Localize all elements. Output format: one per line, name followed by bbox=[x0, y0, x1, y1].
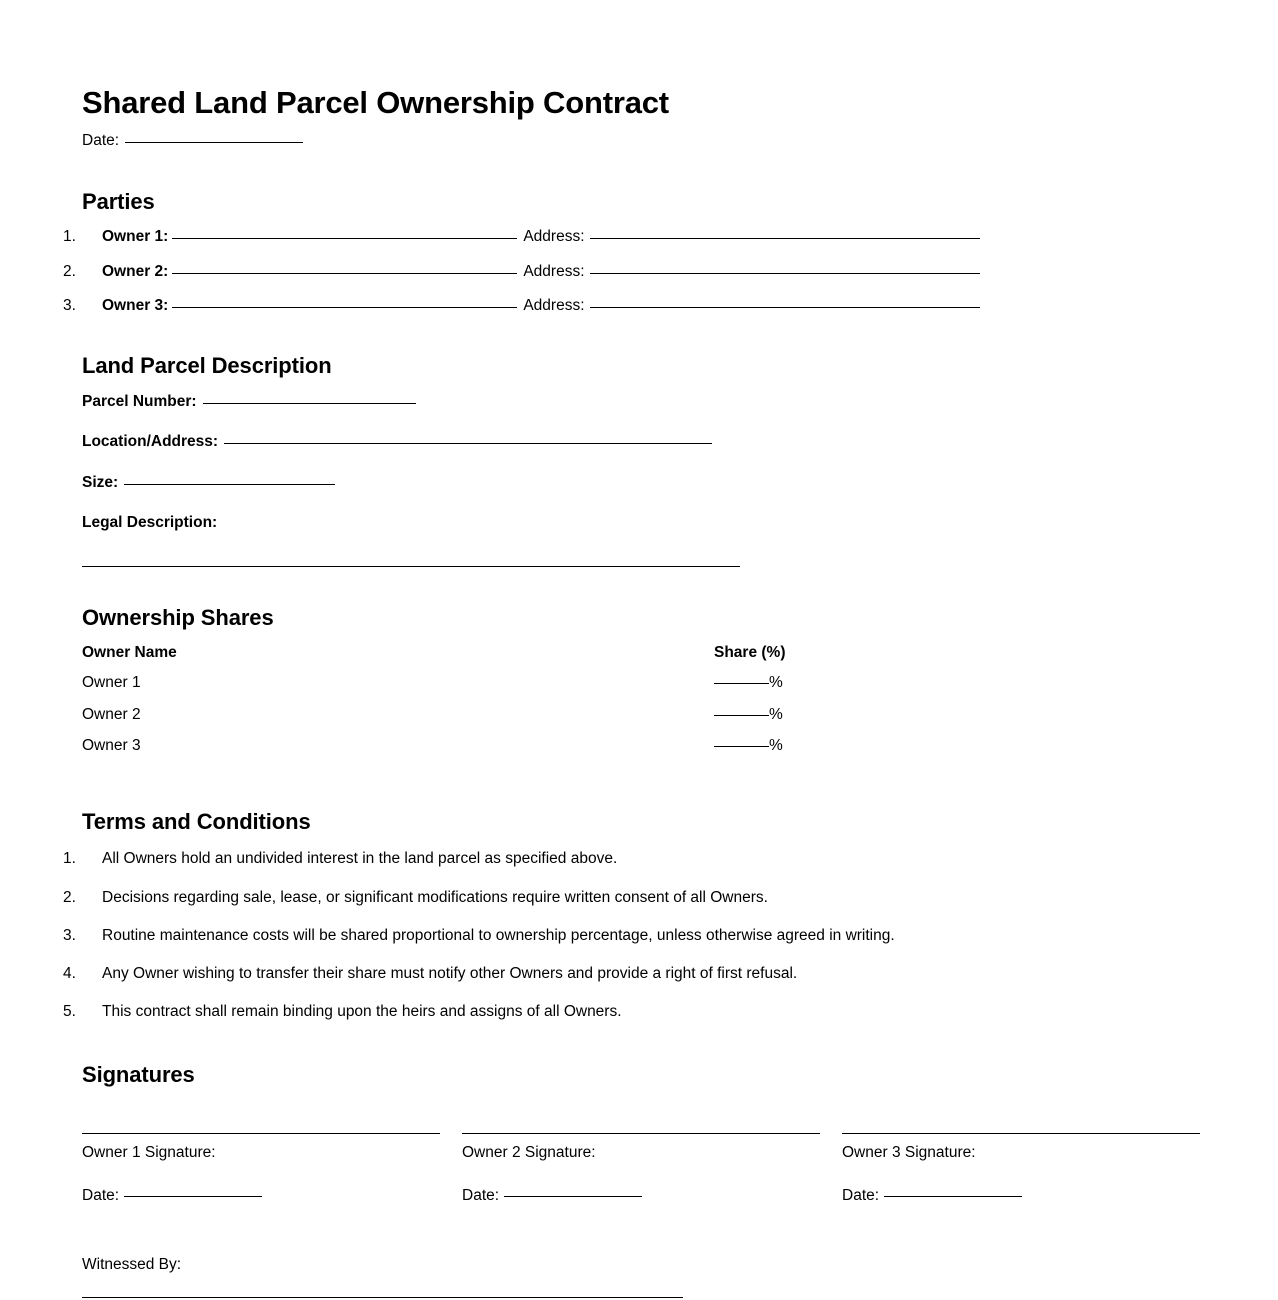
document-date-field bbox=[82, 131, 1200, 151]
shares-table-body bbox=[82, 674, 789, 769]
party-number: 3. bbox=[63, 297, 76, 314]
share-owner-name: Owner 1 bbox=[82, 674, 141, 692]
party-row bbox=[63, 227, 1200, 246]
term-text: This contract shall remain binding upon the heirs and assigns of all Owners. bbox=[102, 1002, 622, 1020]
signature-date-field bbox=[462, 1186, 820, 1205]
share-percent-symbol: % bbox=[769, 674, 783, 692]
page-title: Shared Land Parcel Ownership Contract bbox=[82, 85, 669, 120]
term-text: Decisions regarding sale, lease, or significant modifications require written consent of all Owners. bbox=[102, 888, 768, 906]
signature-label: Owner 2 Signature: bbox=[462, 1143, 596, 1161]
witness-signature-line[interactable] bbox=[82, 1297, 683, 1298]
ownership-shares-table bbox=[82, 644, 789, 769]
share-owner-name: Owner 2 bbox=[82, 705, 141, 723]
parties-list bbox=[63, 227, 1200, 315]
legal-description-blank[interactable] bbox=[82, 566, 740, 567]
land-parcel-heading: Land Parcel Description bbox=[82, 353, 332, 379]
signature-block-owner-3 bbox=[842, 1133, 1200, 1206]
terms-list bbox=[63, 849, 1200, 1022]
size-field bbox=[82, 473, 1200, 492]
share-blank[interactable] bbox=[714, 715, 769, 716]
document-date-blank[interactable] bbox=[125, 142, 303, 143]
size-blank[interactable] bbox=[124, 484, 335, 485]
term-text: All Owners hold an undivided interest in the land parcel as specified above. bbox=[102, 850, 618, 868]
party-owner-blank[interactable] bbox=[172, 273, 517, 274]
signature-line[interactable] bbox=[462, 1133, 820, 1134]
share-blank[interactable] bbox=[714, 746, 769, 747]
list-item bbox=[63, 1002, 1200, 1022]
share-value-cell bbox=[714, 737, 789, 769]
table-header-row bbox=[82, 644, 789, 675]
legal-description-field bbox=[82, 513, 1200, 532]
ownership-shares-heading: Ownership Shares bbox=[82, 605, 274, 631]
signature-block-owner-2 bbox=[462, 1133, 820, 1206]
share-value-cell bbox=[714, 674, 789, 706]
parcel-number-field bbox=[82, 392, 1200, 411]
party-number: 1. bbox=[63, 228, 76, 246]
party-address-blank[interactable] bbox=[590, 273, 980, 274]
legal-description-label: Legal Description: bbox=[82, 513, 218, 531]
term-text: Any Owner wishing to transfer their share must notify other Owners and provide a right of first refusal. bbox=[102, 964, 798, 982]
list-item bbox=[63, 926, 1200, 946]
witness-label: Witnessed By: bbox=[82, 1256, 182, 1274]
signature-label: Owner 1 Signature: bbox=[82, 1143, 216, 1161]
signature-date-label: Date: bbox=[462, 1186, 500, 1204]
term-number: 4. bbox=[63, 964, 76, 982]
terms-and-conditions-section bbox=[63, 809, 1200, 1022]
signature-date-field bbox=[842, 1186, 1200, 1205]
signature-date-field bbox=[82, 1186, 440, 1205]
party-owner-blank[interactable] bbox=[172, 307, 517, 308]
party-owner-label: Owner 3: bbox=[102, 297, 169, 314]
party-row bbox=[63, 296, 1200, 315]
witness-block bbox=[82, 1255, 1200, 1297]
signature-date-blank[interactable] bbox=[124, 1196, 262, 1197]
party-address-label: Address: bbox=[523, 262, 585, 280]
share-value-cell bbox=[714, 706, 789, 738]
term-number: 1. bbox=[63, 850, 76, 868]
party-row bbox=[63, 262, 1200, 281]
party-address-blank[interactable] bbox=[590, 238, 980, 239]
parcel-number-blank[interactable] bbox=[203, 403, 416, 404]
location-address-blank[interactable] bbox=[224, 443, 712, 444]
signature-date-blank[interactable] bbox=[884, 1196, 1022, 1197]
party-address-label: Address: bbox=[523, 297, 585, 314]
parties-section bbox=[63, 188, 1200, 316]
share-blank[interactable] bbox=[714, 683, 769, 684]
signature-label: Owner 3 Signature: bbox=[842, 1143, 976, 1161]
ownership-shares-section bbox=[82, 605, 1200, 769]
share-percent-symbol: % bbox=[769, 737, 783, 755]
column-header-share: Share (%) bbox=[714, 643, 786, 661]
party-owner-blank[interactable] bbox=[172, 238, 517, 239]
table-row bbox=[82, 737, 789, 769]
signature-date-label: Date: bbox=[842, 1186, 880, 1204]
share-owner-name: Owner 3 bbox=[82, 737, 141, 755]
term-number: 3. bbox=[63, 926, 76, 944]
table-row bbox=[82, 674, 789, 706]
signature-line[interactable] bbox=[842, 1133, 1200, 1134]
share-percent-symbol: % bbox=[769, 705, 783, 723]
size-label: Size: bbox=[82, 473, 119, 491]
signature-block-owner-1 bbox=[82, 1133, 440, 1206]
parties-heading: Parties bbox=[82, 188, 155, 214]
term-number: 2. bbox=[63, 888, 76, 906]
term-number: 5. bbox=[63, 1002, 76, 1020]
shares-table-header bbox=[82, 644, 789, 675]
party-number: 2. bbox=[63, 262, 76, 280]
party-address-label: Address: bbox=[523, 228, 585, 246]
party-owner-label: Owner 1: bbox=[102, 228, 169, 246]
table-row bbox=[82, 706, 789, 738]
list-item bbox=[63, 964, 1200, 984]
terms-heading: Terms and Conditions bbox=[82, 809, 311, 835]
location-address-field bbox=[82, 432, 1200, 451]
party-address-blank[interactable] bbox=[590, 307, 980, 308]
party-owner-label: Owner 2: bbox=[102, 262, 169, 280]
signature-columns bbox=[82, 1133, 1200, 1206]
term-text: Routine maintenance costs will be shared proportional to ownership percentage, unless otherwise agreed in writing. bbox=[102, 926, 895, 944]
signatures-section bbox=[82, 1062, 1200, 1298]
list-item bbox=[63, 849, 1200, 869]
document-date-label: Date: bbox=[82, 131, 120, 149]
signature-line[interactable] bbox=[82, 1133, 440, 1134]
signature-date-blank[interactable] bbox=[504, 1196, 642, 1197]
land-parcel-section bbox=[82, 353, 1200, 567]
parcel-number-label: Parcel Number: bbox=[82, 392, 197, 410]
list-item bbox=[63, 888, 1200, 908]
location-address-label: Location/Address: bbox=[82, 433, 219, 451]
signatures-heading: Signatures bbox=[82, 1062, 195, 1088]
signature-date-label: Date: bbox=[82, 1186, 120, 1204]
document-content bbox=[63, 85, 1200, 1298]
column-header-owner-name: Owner Name bbox=[82, 643, 177, 661]
